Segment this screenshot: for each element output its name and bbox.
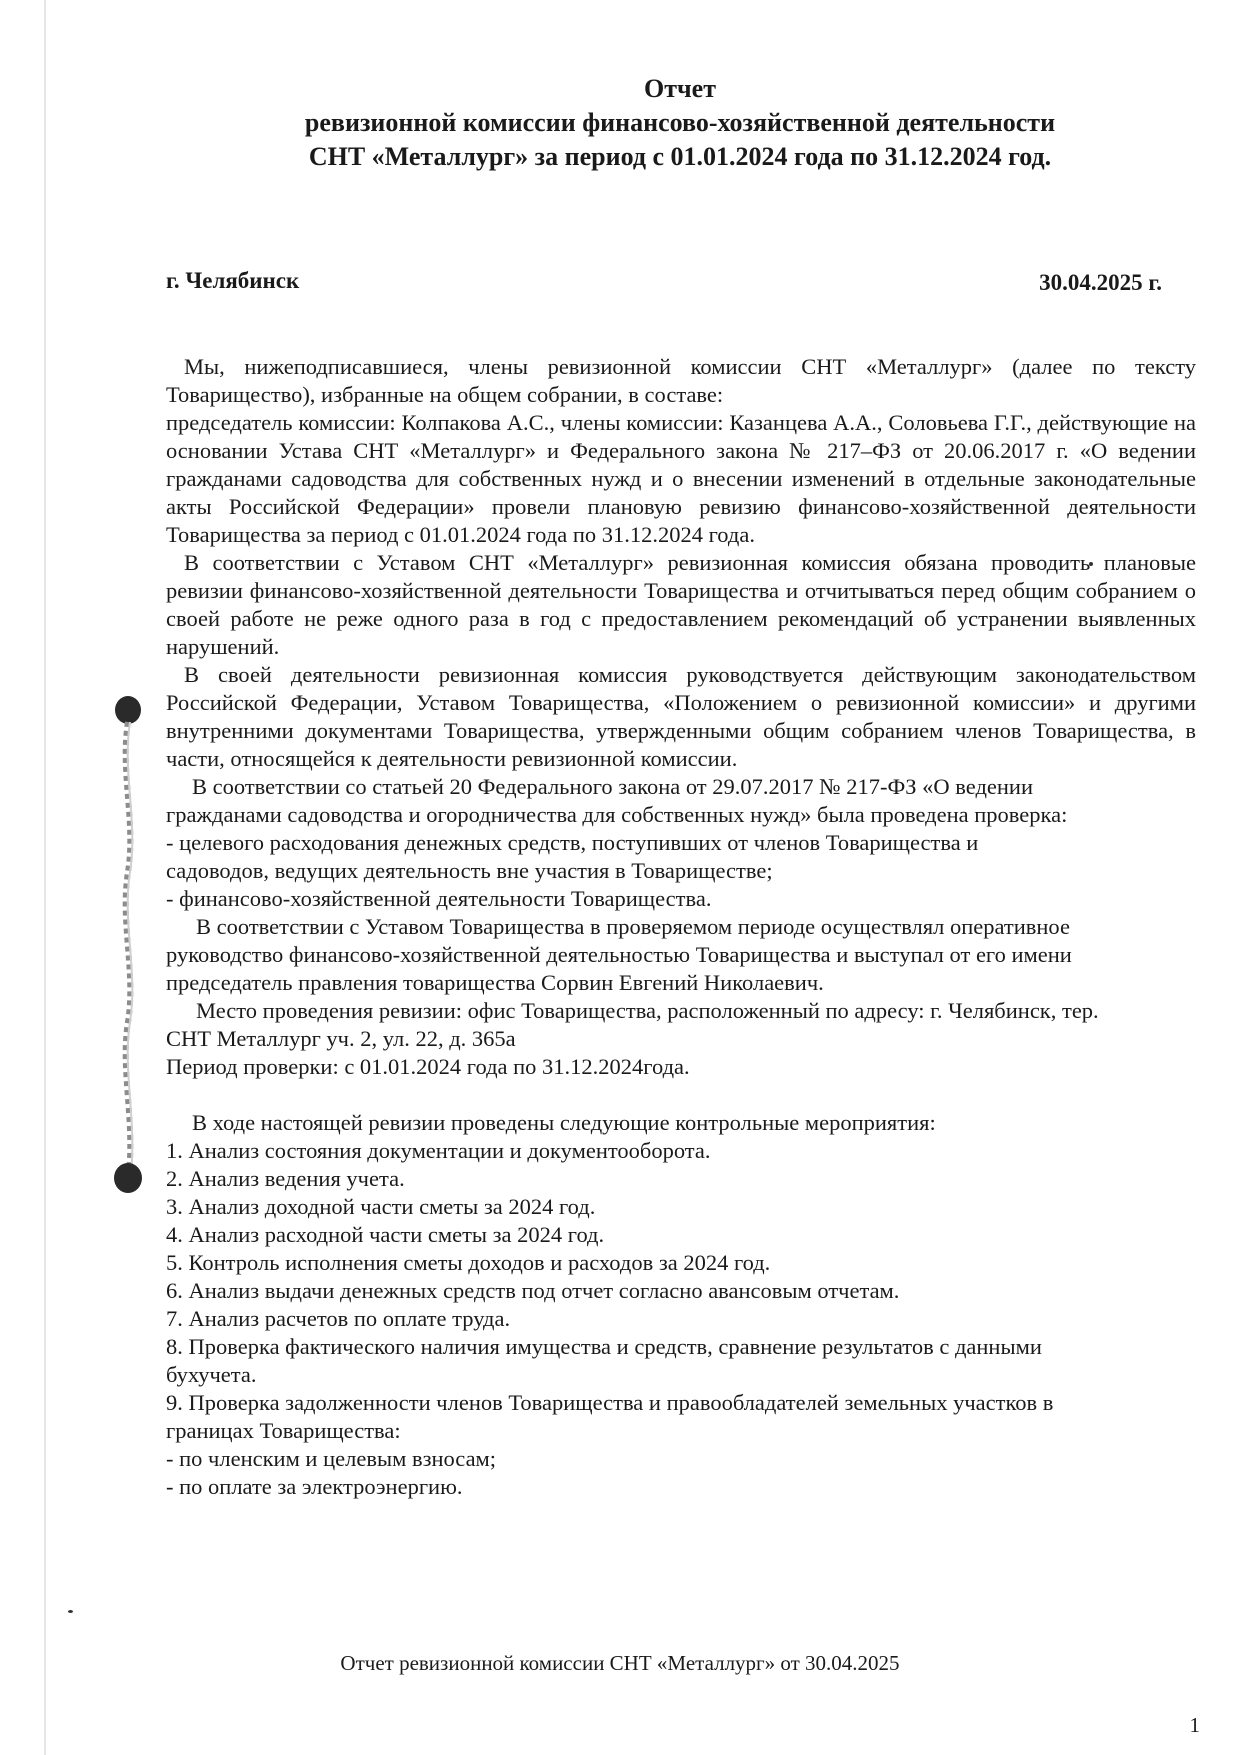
law-check-line: садоводов, ведущих деятельность вне участия в Товариществе; [166, 858, 773, 883]
law-check-line: В соответствии со статьей 20 Федерального закона от 29.07.2017 № 217-ФЗ «О ведении [192, 774, 1034, 799]
list-item: 3. Анализ доходной части сметы за 2024 год. [166, 1194, 596, 1219]
list-item: 2. Анализ ведения учета. [166, 1166, 405, 1191]
document-place: г. Челябинск [166, 268, 300, 293]
law-check-line: - целевого расходования денежных средств, поступивших от членов Товарищества и [166, 830, 979, 855]
management-line: В соответствии с Уставом Товарищества в проверяемом периоде осуществлял оперативное [196, 914, 1070, 939]
page-footer: Отчет ревизионной комиссии СНТ «Металлург» от 30.04.2025 [340, 1651, 900, 1675]
list-item: 7. Анализ расчетов по оплате труда. [166, 1306, 511, 1331]
location-line: СНТ Металлург уч. 2, ул. 22, д. 365а [166, 1026, 516, 1051]
list-item: 5. Контроль исполнения сметы доходов и расходов за 2024 год. [166, 1250, 771, 1275]
list-item: 4. Анализ расходной части сметы за 2024 год. [166, 1222, 605, 1247]
measures-intro: В ходе настоящей ревизии проведены следующие контрольные мероприятия: [192, 1110, 936, 1135]
list-item: 6. Анализ выдачи денежных средств под отчет согласно авансовым отчетам. [166, 1278, 900, 1303]
management-line: руководство финансово-хозяйственной деятельностью Товарищества и выступал от его имени [166, 942, 1072, 967]
commission-composition: председатель комиссии: Колпакова А.С., члены комиссии: Казанцева А.А., Соловьева Г.Г., действующие на основании Устава СНТ «Металлург» и Федерального закона № 217–ФЗ от 20.06.2017 г. «О ведении гражданами садоводства для собственных нужд и о внесении изменений в отдельные законодательные акты Российской Федерации» провели плановую ревизию финансово-хозяйственной деятельности Товарищества за период с 01.01.2024 года по 31.12.2024 года. [166, 410, 1196, 547]
law-check-paragraph [166, 773, 1196, 913]
page-number: 1 [1189, 1713, 1200, 1737]
list-item: - по оплате за электроэнергию. [166, 1474, 463, 1499]
control-measures [166, 1109, 1196, 1501]
binding-thread-icon [112, 692, 148, 1212]
guidance-paragraph: В своей деятельности ревизионная комиссия руководствуется действующим законодательством Российской Федерации, Уставом Товарищества, «Положением о ревизионной комиссии» и другими внутренними документами Товарищества, утвержденными общим собранием членов Товарищества, в части, относящейся к деятельности ревизионной комиссии. [166, 662, 1196, 771]
location-paragraph [166, 997, 1196, 1081]
title-line-1: Отчет [644, 74, 716, 103]
management-paragraph [166, 913, 1196, 997]
intro-paragraph: Мы, нижеподписавшиеся, члены ревизионной комиссии СНТ «Металлург» (далее по тексту Товарищество), избранные на общем собрании, в составе: [166, 354, 1196, 407]
document-title [200, 72, 1160, 174]
list-item: 1. Анализ состояния документации и документооборота. [166, 1138, 711, 1163]
title-line-2: ревизионной комиссии финансово-хозяйственной деятельности [304, 108, 1056, 137]
location-line: Место проведения ревизии: офис Товарищества, расположенный по адресу: г. Челябинск, тер. [196, 998, 1099, 1023]
list-item: - по членским и целевым взносам; [166, 1446, 497, 1471]
list-item: 9. Проверка задолженности членов Товарищества и правообладателей земельных участков в границах Товарищества: [166, 1390, 1054, 1443]
management-line: председатель правления товарищества Сорвин Евгений Николаевич. [166, 970, 824, 995]
document-date: 30.04.2025 г. [1039, 270, 1162, 295]
scan-edge-shadow [44, 0, 46, 1755]
law-check-line: - финансово-хозяйственной деятельности Товарищества. [166, 886, 712, 911]
law-check-line: гражданами садоводства и огородничества для собственных нужд» была проведена проверка: [166, 802, 1068, 827]
scan-speck [68, 1610, 73, 1613]
duty-paragraph: В соответствии с Уставом СНТ «Металлург» ревизионная комиссия обязана проводить плановые ревизии финансово-хозяйственной деятельности Товарищества и отчитываться перед общим собранием о своей работе не реже одного раза в год с предоставлением рекомендаций об устранении выявленных нарушений. [166, 550, 1196, 659]
title-line-3: СНТ «Металлург» за период с 01.01.2024 года по 31.12.2024 год. [308, 142, 1052, 171]
document-body [166, 353, 1196, 1501]
audit-period-line: Период проверки: с 01.01.2024 года по 31.12.2024года. [166, 1054, 690, 1079]
list-item: 8. Проверка фактического наличия имущества и средств, сравнение результатов с данными бухучета. [166, 1334, 1042, 1387]
